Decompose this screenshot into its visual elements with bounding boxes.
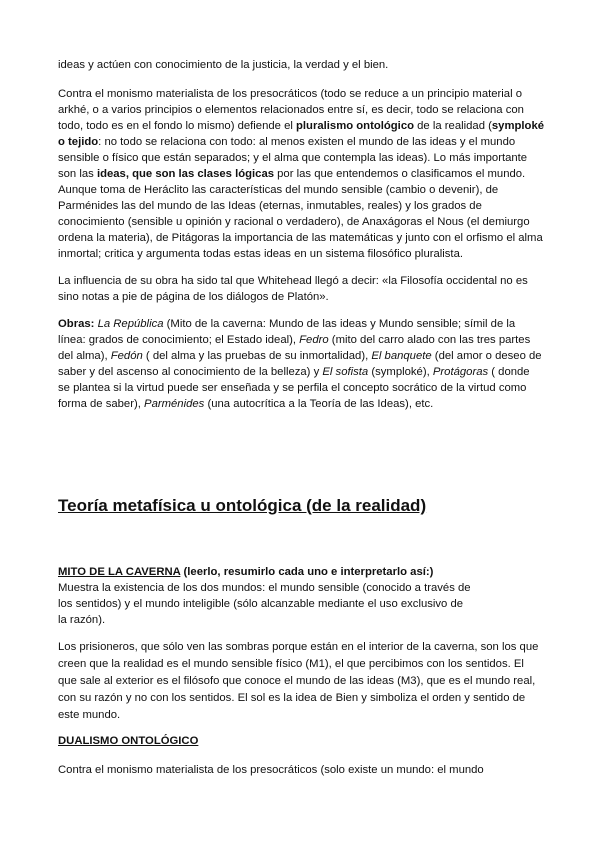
work-title: La República [97, 318, 164, 330]
bold-term: ideas, que son las clases lógicas [96, 168, 275, 180]
work-title: Fedón [110, 350, 143, 362]
text-run: de la realidad ( [414, 120, 492, 132]
text-run: por las que entendemos o clasificamos el mundo. Aunque toma de Heráclito las características del mundo sensible (cambio o devenir), de Parménides las del mundo de las Ideas (eternas, inmutables, reales) y los grados de conocimiento (sensible u opinión y racional o verdadero), de Anaxágoras el Nous (el demiurgo ordena la materia), de Pitágoras la importancia de las matemáticas y junto con el orfismo el alma inmortal; critica y argumenta todas estas ideas en un sistema filosófico pluralista. [58, 168, 543, 260]
text-run: (Mito de la caverna: Mundo de las ideas y Mundo sensible; símil de la línea: grados de conocimiento; el Estado ideal), [58, 318, 516, 346]
intro-paragraph: ideas y actúen con conocimiento de la justicia, la verdad y el bien. [58, 59, 389, 71]
text-run: (mito del carro alado con las tres partes del alma), [58, 334, 531, 362]
text-run: Contra el monismo materialista de los presocráticos (todo se reduce a un principio material o arkhé, o a varios principios o elementos relacionados entre sí, es decir, todo se relaciona con todo, todo es en el fondo lo mismo) defiende el [58, 88, 524, 132]
text-run: : no todo se relaciona con todo: al menos existen el mundo de las ideas y el mundo sensible o físico que están separados; y el alma que contempla las ideas). Lo más importante son las [58, 136, 528, 180]
mito-heading: MITO DE LA CAVERNA [58, 566, 181, 578]
dualismo-heading: DUALISMO ONTOLÓGICO [58, 735, 199, 747]
work-title: Fedro [299, 334, 329, 346]
text-run: ( donde se plantea si la virtud puede ser enseñada y se perfila el concepto socrático de la virtud como forma de saber), [58, 366, 530, 410]
work-title: Parménides [144, 398, 205, 410]
text-line: la razón). [58, 614, 106, 626]
text-run: (una autocrítica a la Teoría de las Ideas), etc. [204, 398, 434, 410]
monismo-paragraph [58, 86, 544, 262]
mito-intro [58, 564, 544, 628]
text-line: Muestra la existencia de los dos mundos: el mundo sensible (conocido a través de [58, 582, 471, 594]
text-run: (del amor o deseo de saber y del ascenso al conocimiento de la belleza) y [58, 350, 542, 378]
mito-instruction: (leerlo, resumirlo cada uno e interpretarlo así:) [180, 566, 434, 578]
work-title: El banquete [371, 350, 432, 362]
work-title: El sofista [322, 366, 369, 378]
bold-term: symploké o tejido [58, 120, 545, 148]
text-run: ( del alma y las pruebas de su inmortalidad), [142, 350, 372, 362]
work-title: Protágoras [432, 366, 489, 378]
text-line: los sentidos) y el mundo inteligible (sólo alcanzable mediante el uso exclusivo de [58, 598, 464, 610]
section-title: Teoría metafísica u ontológica (de la realidad) [58, 496, 427, 515]
obras-paragraph [58, 316, 544, 412]
text-run: (symploké), [368, 366, 433, 378]
mito-paragraph: Los prisioneros, que sólo ven las sombras porque están en el interior de la caverna, son los que creen que la realidad es el mundo sensible físico (M1), el que percibimos con los sentidos. El que sale al exterior es el filósofo que conoce el mundo de las ideas (M3), que es el mundo real, con su razón y no con los sentidos. El sol es la idea de Bien y simboliza el orden y sentido de este mundo. [58, 641, 539, 721]
bold-term: pluralismo ontológico [296, 120, 415, 132]
influencia-paragraph: La influencia de su obra ha sido tal que Whitehead llegó a decir: «la Filosofía occidental no es sino notas a pie de página de los diálogos de Platón». [58, 275, 528, 303]
obras-label: Obras: [58, 318, 95, 330]
dualismo-paragraph: Contra el monismo materialista de los presocráticos (solo existe un mundo: el mundo [58, 764, 484, 776]
